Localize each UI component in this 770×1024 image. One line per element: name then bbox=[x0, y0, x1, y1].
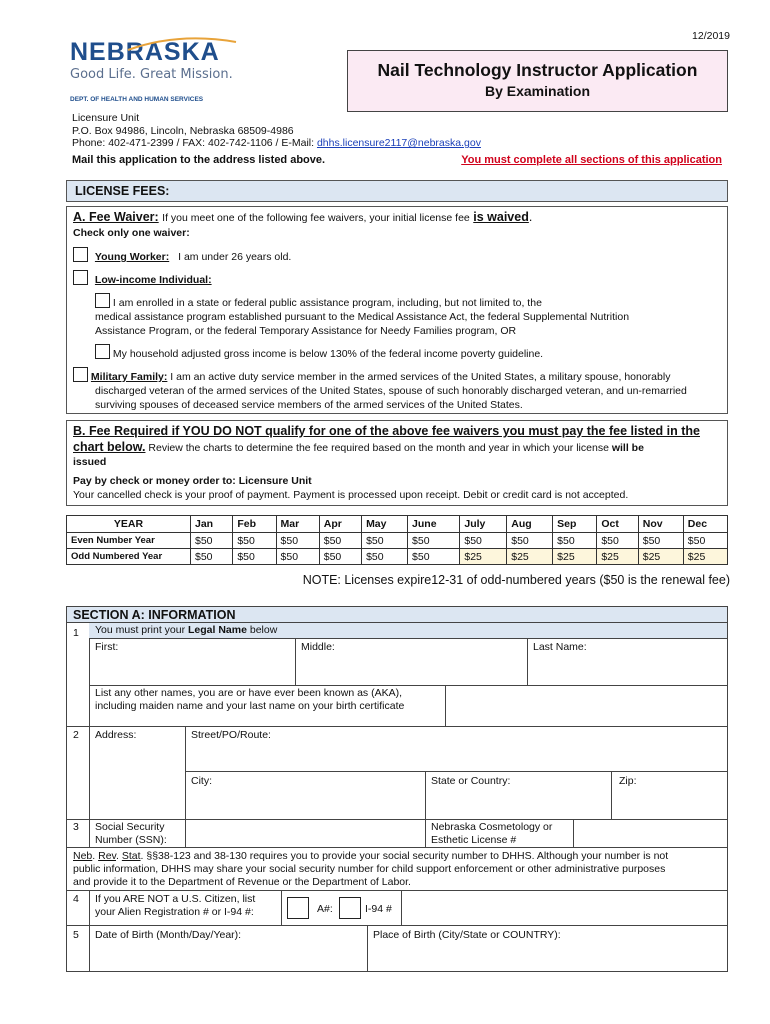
citizen-label bbox=[95, 893, 255, 919]
legal-name-pre: You must print your bbox=[95, 624, 186, 636]
address-phone: Phone: 402-471-2399 / FAX: 402-742-1106 / E-Mail: bbox=[72, 137, 315, 149]
i94-label: I-94 # bbox=[365, 903, 392, 915]
address-label: Address: bbox=[95, 729, 137, 741]
legal-name-instruction-row bbox=[89, 623, 727, 639]
low-income-label: Low-income Individual: bbox=[94, 274, 212, 286]
young-worker-checkbox[interactable] bbox=[73, 247, 88, 262]
military-family-checkbox[interactable] bbox=[73, 367, 88, 382]
nebraska-dhhs-logo bbox=[70, 38, 240, 103]
statute-text-3: and provide it to the Department of Revenue or the Department of Labor. bbox=[73, 876, 411, 888]
fee-cell: $50 bbox=[276, 533, 319, 549]
fee-col-aug: Aug bbox=[507, 516, 553, 533]
young-worker-option bbox=[73, 247, 291, 263]
legal-name-instruction bbox=[89, 623, 727, 638]
statute-stat: Stat bbox=[121, 850, 141, 862]
row-1-number: 1 bbox=[73, 627, 79, 639]
fee-cell: $50 bbox=[460, 533, 507, 549]
name-divider-2 bbox=[527, 639, 528, 685]
city-divider bbox=[425, 771, 426, 819]
waiver-heading: A. Fee Waiver: bbox=[73, 210, 159, 224]
cosmo-label-2: Esthetic License # bbox=[431, 834, 517, 846]
fee-col-july: July bbox=[460, 516, 507, 533]
title-box bbox=[347, 50, 728, 112]
logo-swoosh-icon bbox=[118, 34, 238, 54]
fee-required-line-2 bbox=[73, 440, 644, 454]
low-income-assistance bbox=[95, 293, 629, 338]
pay-by-instruction: Pay by check or money order to: Licensure Unit bbox=[73, 475, 312, 487]
fee-required-will-be: will be bbox=[611, 442, 644, 454]
address-contact bbox=[72, 137, 481, 150]
income-guideline-text: My household adjusted gross income is below 130% of the federal income poverty guideline. bbox=[112, 348, 544, 360]
renewal-note: NOTE: Licenses expire12-31 of odd-numbered years ($50 is the renewal fee) bbox=[302, 573, 730, 587]
address-unit: Licensure Unit bbox=[72, 112, 140, 124]
fee-cell: $50 bbox=[683, 533, 727, 549]
fee-col-dec: Dec bbox=[683, 516, 727, 533]
page-title: Nail Technology Instructor Application bbox=[377, 60, 698, 80]
pob-input[interactable] bbox=[368, 926, 726, 971]
statute-text-2: public information, DHHS may share your social security number for child support enforcement or other administrative purposes bbox=[73, 863, 666, 875]
waiver-period: . bbox=[528, 210, 533, 224]
military-text-2: discharged veteran of the armed services of the United States, spouse of such honorably discharged veteran, and un-remarried bbox=[95, 385, 687, 397]
i94-divider bbox=[401, 891, 402, 925]
row-3-number: 3 bbox=[73, 821, 79, 833]
fee-col-mar: Mar bbox=[276, 516, 319, 533]
low-income-option bbox=[73, 270, 212, 286]
fee-required-text: Review the charts to determine the fee required based on the month and year in which your license bbox=[148, 442, 609, 454]
assistance-text-3: Assistance Program, or the federal Temporary Assistance for Needy Families program, OR bbox=[95, 325, 517, 337]
section-a-form bbox=[66, 606, 728, 972]
fee-col-sep: Sep bbox=[553, 516, 597, 533]
fee-col-june: June bbox=[408, 516, 460, 533]
fee-cell: $50 bbox=[362, 533, 408, 549]
young-worker-label: Young Worker: bbox=[94, 251, 170, 263]
assistance-program-checkbox[interactable] bbox=[95, 293, 110, 308]
license-fees-header bbox=[66, 180, 728, 202]
aka-divider bbox=[445, 685, 446, 727]
row-5-number: 5 bbox=[73, 929, 79, 941]
street-label: Street/PO/Route: bbox=[191, 729, 271, 741]
section-a-title: SECTION A: INFORMATION bbox=[73, 608, 236, 622]
fee-cell: $50 bbox=[362, 549, 408, 565]
statute-neb: Neb bbox=[73, 850, 93, 862]
fee-cell: $50 bbox=[191, 533, 233, 549]
ssn-label-2: Number (SSN): bbox=[95, 834, 167, 846]
aka-input[interactable] bbox=[447, 687, 725, 725]
aka-line-2: including maiden name and your last name on your birth certificate bbox=[95, 700, 405, 712]
first-name-label: First: bbox=[95, 641, 119, 653]
assistance-line-1 bbox=[95, 293, 629, 310]
fee-cell: $50 bbox=[233, 533, 276, 549]
statute-bottom bbox=[67, 890, 727, 891]
payment-proof-note: Your cancelled check is your proof of payment. Payment is processed upon receipt. Debit or credit card is not accepted. bbox=[73, 489, 629, 501]
fee-cell: $25 bbox=[683, 549, 727, 565]
cosmo-divider bbox=[425, 819, 426, 847]
fee-col-apr: Apr bbox=[319, 516, 361, 533]
fee-table bbox=[66, 515, 728, 565]
mail-note: Mail this application to the address listed above. bbox=[72, 154, 326, 166]
citizen-divider bbox=[281, 891, 282, 925]
must-complete-notice: You must complete all sections of this application bbox=[461, 154, 722, 166]
fee-required-box bbox=[66, 420, 728, 506]
logo-state-name: NEBRASKA bbox=[70, 38, 220, 66]
fee-row-odd bbox=[67, 549, 728, 565]
dob-label: Date of Birth (Month/Day/Year): bbox=[95, 929, 242, 941]
row-2-number: 2 bbox=[73, 729, 79, 741]
mailing-address bbox=[72, 112, 481, 150]
income-guideline-checkbox[interactable] bbox=[95, 344, 110, 359]
name-row-divider bbox=[89, 685, 727, 686]
fee-cell: $50 bbox=[319, 549, 361, 565]
fee-cell: $50 bbox=[276, 549, 319, 565]
fee-cell: $25 bbox=[507, 549, 553, 565]
state-divider bbox=[611, 771, 612, 819]
low-income-income bbox=[95, 344, 543, 360]
fee-col-nov: Nov bbox=[638, 516, 683, 533]
fee-required-issued: issued bbox=[73, 456, 107, 468]
military-family-label: Military Family: bbox=[90, 371, 168, 383]
check-one-note: Check only one waiver: bbox=[73, 227, 190, 239]
fee-cell: $50 bbox=[233, 549, 276, 565]
fee-cell: Odd Numbered Year bbox=[67, 549, 191, 565]
fee-table-header-row bbox=[67, 516, 728, 533]
alien-number-label: A#: bbox=[317, 903, 333, 915]
last-name-label: Last Name: bbox=[533, 641, 587, 653]
fee-cell: Even Number Year bbox=[67, 533, 191, 549]
fee-cell: $50 bbox=[638, 533, 683, 549]
legal-name-bold: Legal Name bbox=[188, 624, 247, 636]
logo-tagline: Good Life. Great Mission. bbox=[70, 67, 233, 82]
fee-cell: $25 bbox=[460, 549, 507, 565]
fee-col-jan: Jan bbox=[191, 516, 233, 533]
assistance-text-2: medical assistance program established pursuant to the Medical Assistance Act, the federal Supplemental Nutrition bbox=[95, 311, 630, 323]
alien-registration-checkbox[interactable] bbox=[287, 897, 309, 919]
fee-cell: $50 bbox=[597, 533, 638, 549]
ssn-statute-note bbox=[67, 848, 727, 890]
fee-cell: $50 bbox=[553, 533, 597, 549]
cosmo-label-1: Nebraska Cosmetology or bbox=[431, 821, 553, 833]
dob-input[interactable] bbox=[90, 926, 366, 971]
ssn-input[interactable] bbox=[186, 820, 424, 846]
legal-name-post: below bbox=[249, 624, 278, 636]
street-input[interactable] bbox=[186, 727, 726, 771]
waiver-waived: is waived bbox=[473, 210, 529, 224]
form-date: 12/2019 bbox=[692, 30, 730, 42]
young-worker-text: I am under 26 years old. bbox=[178, 251, 292, 263]
fee-col-may: May bbox=[362, 516, 408, 533]
fee-waiver-box bbox=[66, 206, 728, 414]
cosmetology-license-label bbox=[431, 821, 552, 847]
military-text-1: I am an active duty service member in the armed services of the United States, a military spouse, honorably bbox=[170, 371, 671, 383]
street-row-divider bbox=[185, 771, 727, 772]
aka-line-1: List any other names, you are or have ever been known as (AKA), bbox=[95, 687, 402, 699]
address-po-box: P.O. Box 94986, Lincoln, Nebraska 68509-4986 bbox=[72, 124, 294, 137]
fee-cell: $50 bbox=[191, 549, 233, 565]
i94-checkbox[interactable] bbox=[339, 897, 361, 919]
citizen-label-1: If you ARE NOT a U.S. Citizen, list bbox=[95, 893, 256, 905]
page-subtitle: By Examination bbox=[484, 83, 591, 99]
logo-dept: DEPT. OF HEALTH AND HUMAN SERVICES bbox=[70, 96, 204, 103]
fee-col-oct: Oct bbox=[597, 516, 638, 533]
row-4-number: 4 bbox=[73, 893, 79, 905]
state-label: State or Country: bbox=[431, 775, 511, 787]
statute-line-1: Neb. Rev. Stat. §§38-123 and 38-130 requires you to provide your social security number to DHHS. Although your number is not bbox=[73, 850, 669, 862]
fee-cell: $25 bbox=[597, 549, 638, 565]
assistance-text-1: I am enrolled in a state or federal public assistance program, including, but not limited to, the bbox=[112, 297, 542, 309]
fee-required-heading-2: chart below. bbox=[73, 440, 146, 454]
section-a-header bbox=[67, 607, 727, 623]
fee-row-even bbox=[67, 533, 728, 549]
first-middle-name-input[interactable] bbox=[89, 639, 527, 685]
military-text-3: surviving spouses of deceased service members of the armed services of the United States. bbox=[95, 399, 523, 411]
waiver-heading-line bbox=[73, 210, 532, 224]
fee-cell: $25 bbox=[638, 549, 683, 565]
military-family-option bbox=[73, 367, 687, 412]
fee-required-heading-1: B. Fee Required if YOU DO NOT qualify for one of the above fee waivers you must pay the fee listed in the bbox=[73, 424, 700, 438]
ssn-label-1: Social Security bbox=[95, 821, 165, 833]
aka-instruction bbox=[95, 687, 404, 713]
waiver-intro: If you meet one of the following fee waivers, your initial license fee bbox=[162, 212, 470, 224]
fee-cell: $50 bbox=[319, 533, 361, 549]
cosmetology-license-input[interactable] bbox=[574, 820, 726, 846]
email-link[interactable]: dhhs.licensure2117@nebraska.gov bbox=[316, 137, 481, 149]
pob-label: Place of Birth (City/State or COUNTRY): bbox=[373, 929, 561, 941]
low-income-checkbox[interactable] bbox=[73, 270, 88, 285]
fee-cell: $50 bbox=[408, 549, 460, 565]
statute-rev: Rev bbox=[98, 850, 117, 862]
middle-name-label: Middle: bbox=[301, 641, 335, 653]
city-label: City: bbox=[191, 775, 212, 787]
fee-col-feb: Feb bbox=[233, 516, 276, 533]
military-line-1 bbox=[73, 367, 687, 384]
fee-cell: $50 bbox=[507, 533, 553, 549]
ssn-label bbox=[95, 821, 167, 847]
fee-col-year: YEAR bbox=[67, 516, 191, 533]
statute-text-1: . §§38-123 and 38-130 requires you to provide your social security number to DHHS. Although your number is not bbox=[140, 850, 669, 862]
citizen-label-2: your Alien Registration # or I-94 #: bbox=[95, 906, 254, 918]
fee-cell: $25 bbox=[553, 549, 597, 565]
license-fees-title: LICENSE FEES: bbox=[75, 184, 170, 198]
fee-cell: $50 bbox=[408, 533, 460, 549]
zip-label: Zip: bbox=[619, 775, 637, 787]
